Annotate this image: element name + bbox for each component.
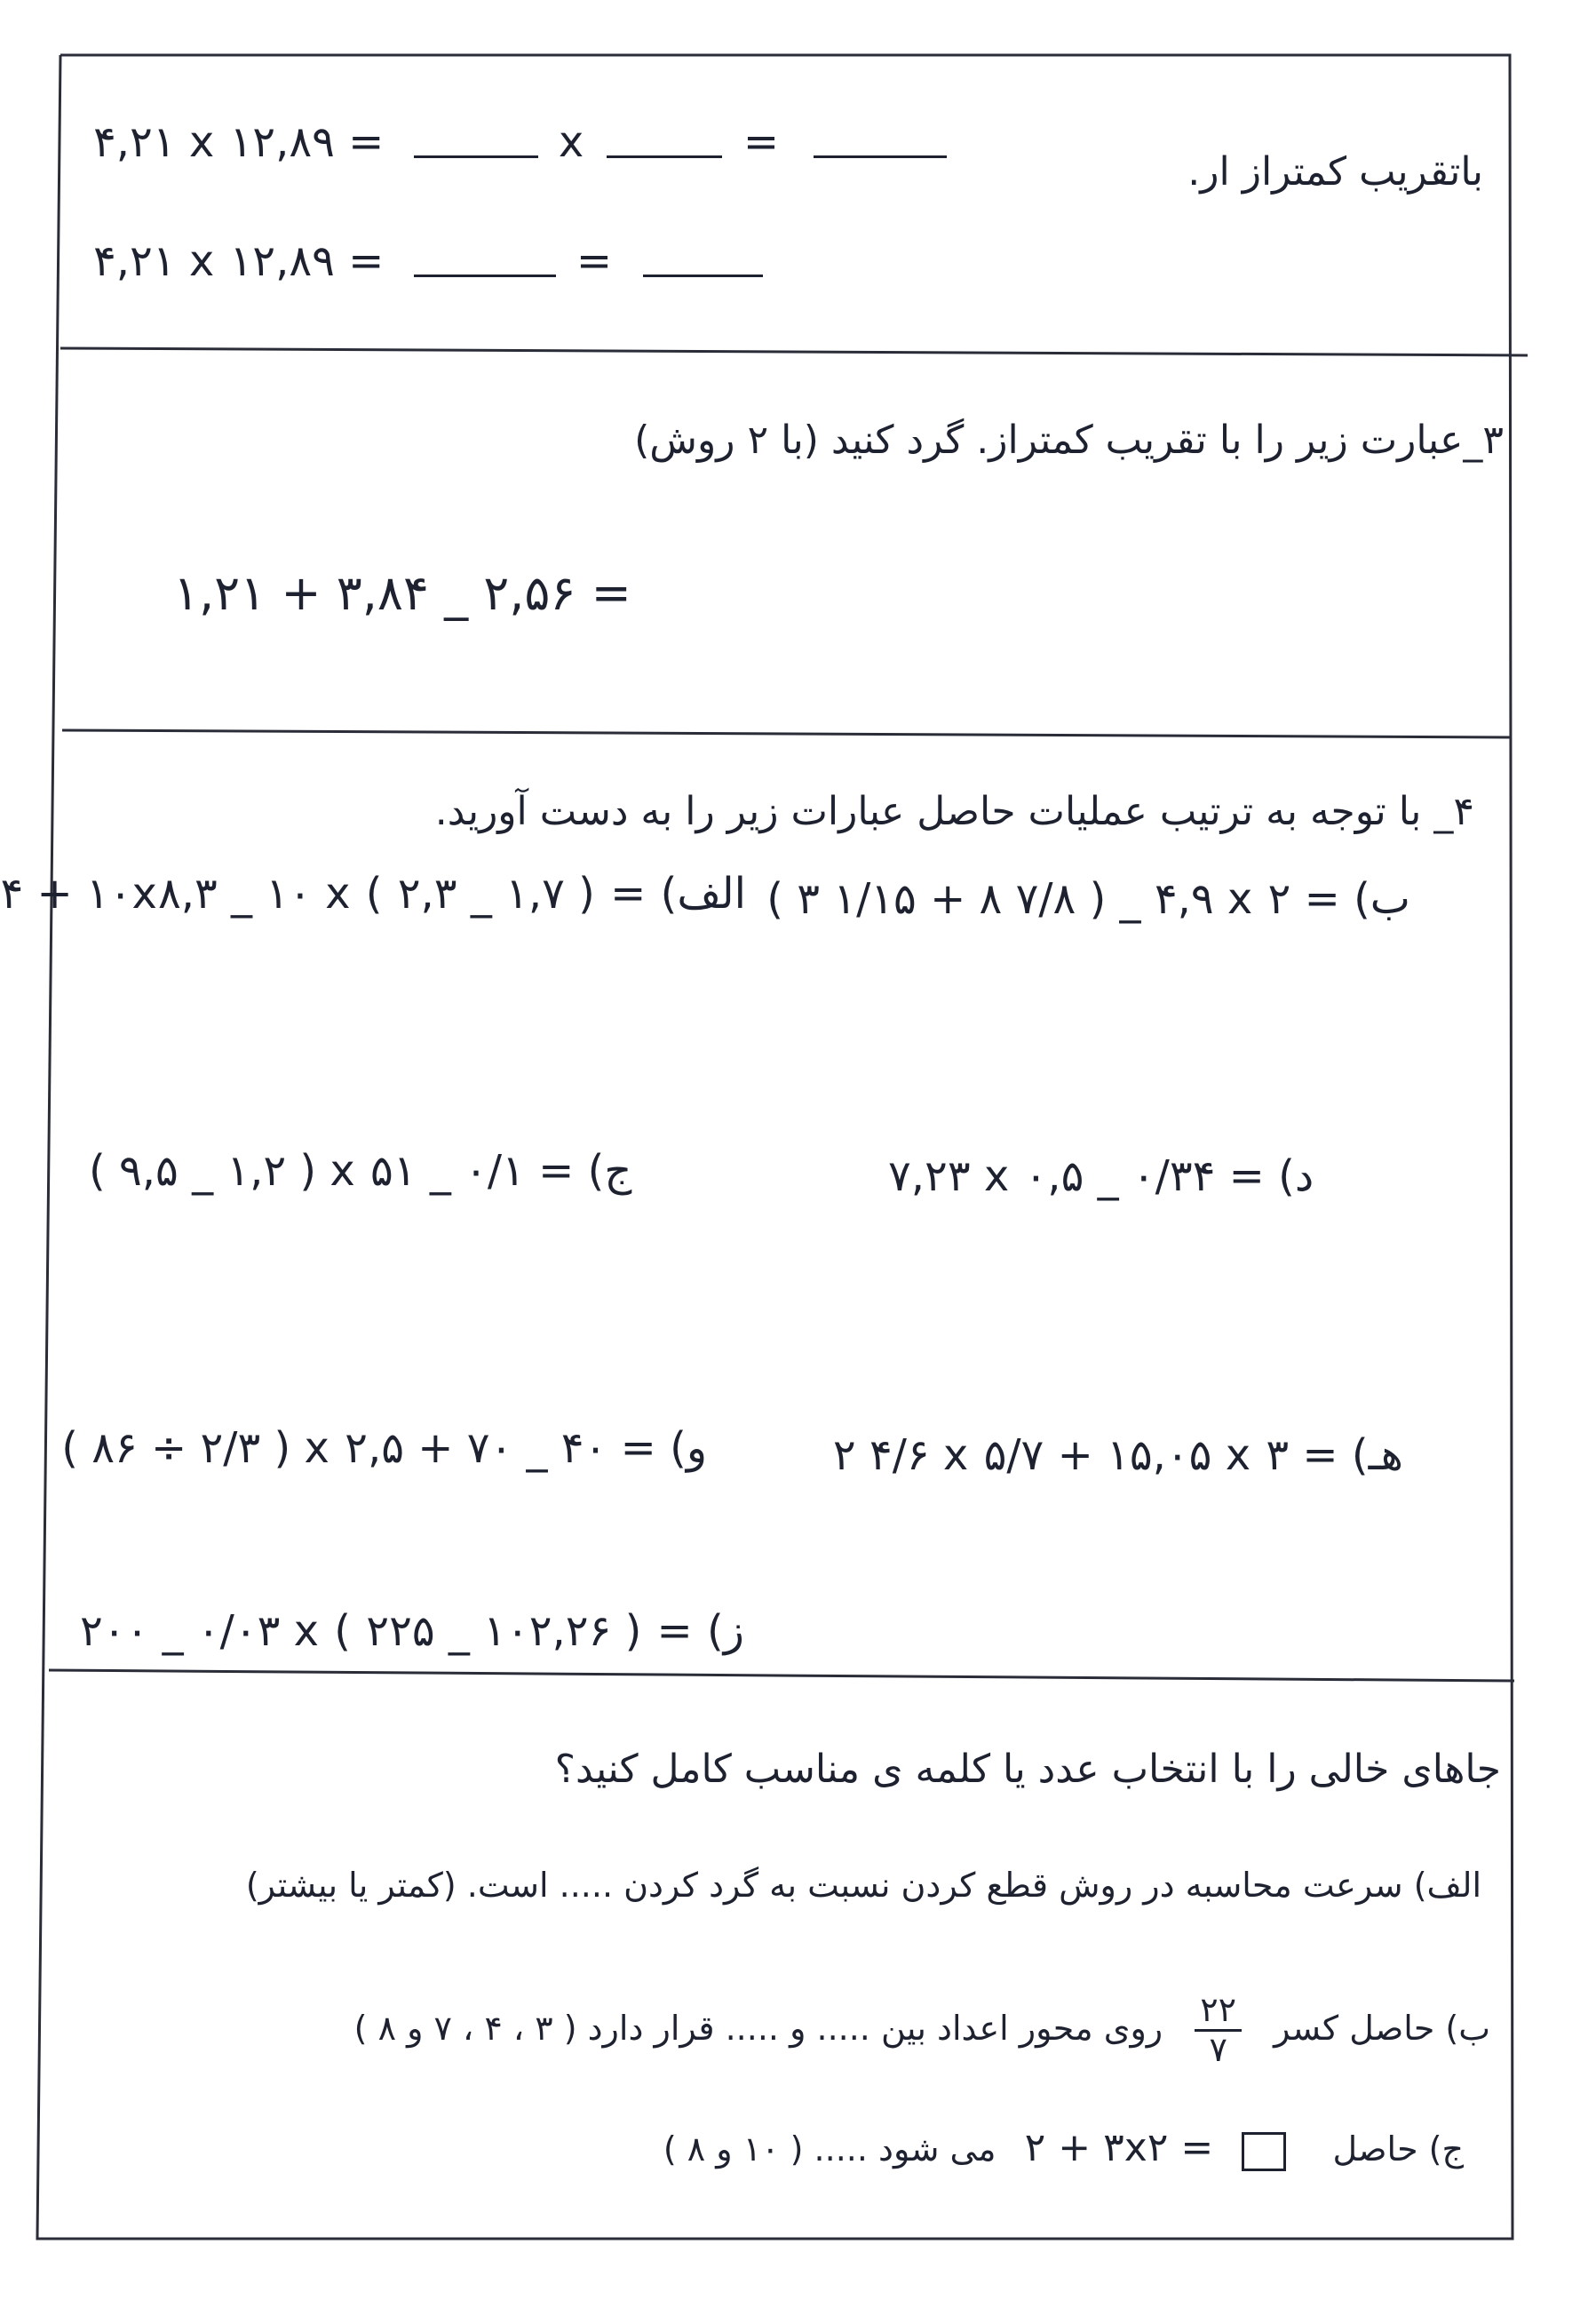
divider-line-2 <box>62 730 1510 737</box>
s3-item-dal-expr: ۷,۲۳ x ۰,۵ _ ۰/۳۴ = <box>888 1151 1265 1201</box>
s3-item-jim-expr: ( ۹,۵ _ ۱,۲ ) x ۵۱ _ ۰/۱ = <box>89 1146 575 1196</box>
s4-item-c <box>663 2125 1464 2172</box>
s3-item-he-label: هـ) <box>1351 1430 1403 1480</box>
s3-item-be-label: ب) <box>1354 874 1410 924</box>
s3-item-ze-label: ز) <box>707 1606 744 1656</box>
s1-instruction: باتقریب کمتراز ار. <box>1187 149 1483 195</box>
s3-item-jim <box>89 1146 666 1198</box>
s1-expression-1 <box>93 117 947 169</box>
s4-item-c-lead: ج) حاصل <box>1332 2129 1464 2169</box>
s4-fraction <box>1195 1992 1242 2069</box>
s3-item-alef-expr: ۴ + ۱۰x۸,۳ _ ۱۰ x ( ۲,۳ _ ۱,۷ ) = <box>0 869 647 919</box>
s3-item-ze-expr: ۲۰۰ _ ۰/۰۳ x ( ۲۲۵ _ ۱۰۲,۲۶ ) = <box>80 1606 694 1656</box>
s4-fraction-num: ۲۲ <box>1195 1992 1242 2032</box>
s2-title: ۳_عبارت زیر را با تقریب کمتراز. گرد کنید (با ۲ روش) <box>634 418 1504 463</box>
s3-item-he-expr: ۲ ۴/۶ x ۵/۷ + ۱۵,۰۵ x ۳ = <box>832 1430 1338 1480</box>
s4-item-b-rest: روی محور اعداد بین ..... و ..... قرار دارد ( ۳ ، ۴ ، ۷ و ۸ ) <box>353 2008 1163 2048</box>
divider-line-3 <box>49 1670 1514 1681</box>
s1-expr-2-text: ۴,۲۱ x ۱۲,۸۹ = <box>93 236 385 286</box>
s3-item-alef-label: الف) <box>660 869 746 919</box>
s4-item-b <box>354 1992 1490 2069</box>
s1-equals: = <box>742 117 781 167</box>
s1-times: x <box>558 117 585 167</box>
s3-item-vav-label: و) <box>670 1423 707 1473</box>
s3-item-jim-label: ج) <box>587 1146 632 1196</box>
s4-answer-box[interactable] <box>1242 2132 1286 2171</box>
s3-item-ze <box>80 1606 755 1658</box>
s4-item-c-expr: ۲ + ۳x۲ = <box>1024 2125 1214 2170</box>
s4-item-a: الف) سرعت محاسبه در روش قطع کردن نسبت به گرد کردن ..... است. (کمتر یا بیشتر) <box>245 1866 1481 1905</box>
s4-item-b-lead: ب) حاصل کسر <box>1274 2008 1490 2048</box>
s3-item-vav-expr: ( ۸۶ ÷ ۲/۳ ) x ۲,۵ + ۷۰ _ ۴۰ = <box>61 1423 656 1473</box>
s1-equals-2: = <box>576 236 613 286</box>
s3-item-be-expr: ( ۳ ۱/۱۵ + ۸ ۷/۸ ) _ ۴,۹ x ۲ = <box>766 874 1340 924</box>
divider-line-1 <box>60 348 1528 355</box>
s3-title: ۴_ با توجه به ترتیب عملیات حاصل عبارات زیر را به دست آورید. <box>434 789 1474 834</box>
s2-expression: ۱,۲۱ + ۳,۸۴ _ ۲,۵۶ = <box>173 565 631 621</box>
s1-blank-2[interactable] <box>607 132 722 158</box>
s3-item-be <box>766 874 1410 926</box>
s1-blank-5[interactable] <box>643 251 763 277</box>
s3-item-dal <box>888 1151 1350 1203</box>
s3-item-vav <box>61 1423 707 1475</box>
s1-expr-1-text: ۴,۲۱ x ۱۲,۸۹ = <box>93 117 385 167</box>
s4-title: جاهای خالی را با انتخاب عدد یا کلمه ی مناسب کامل کنید؟ <box>554 1747 1501 1792</box>
s3-item-dal-label: د) <box>1278 1151 1314 1201</box>
s1-blank-1[interactable] <box>414 132 538 158</box>
s3-item-alef <box>0 869 746 920</box>
s4-fraction-den: ۷ <box>1209 2029 1227 2069</box>
s1-blank-3[interactable] <box>814 132 947 158</box>
s4-item-c-rest: می شود ..... ( ۱۰ و ۸ ) <box>663 2129 996 2169</box>
s3-item-he <box>832 1430 1403 1482</box>
s1-blank-4[interactable] <box>414 251 556 277</box>
s1-expression-2 <box>93 236 763 288</box>
